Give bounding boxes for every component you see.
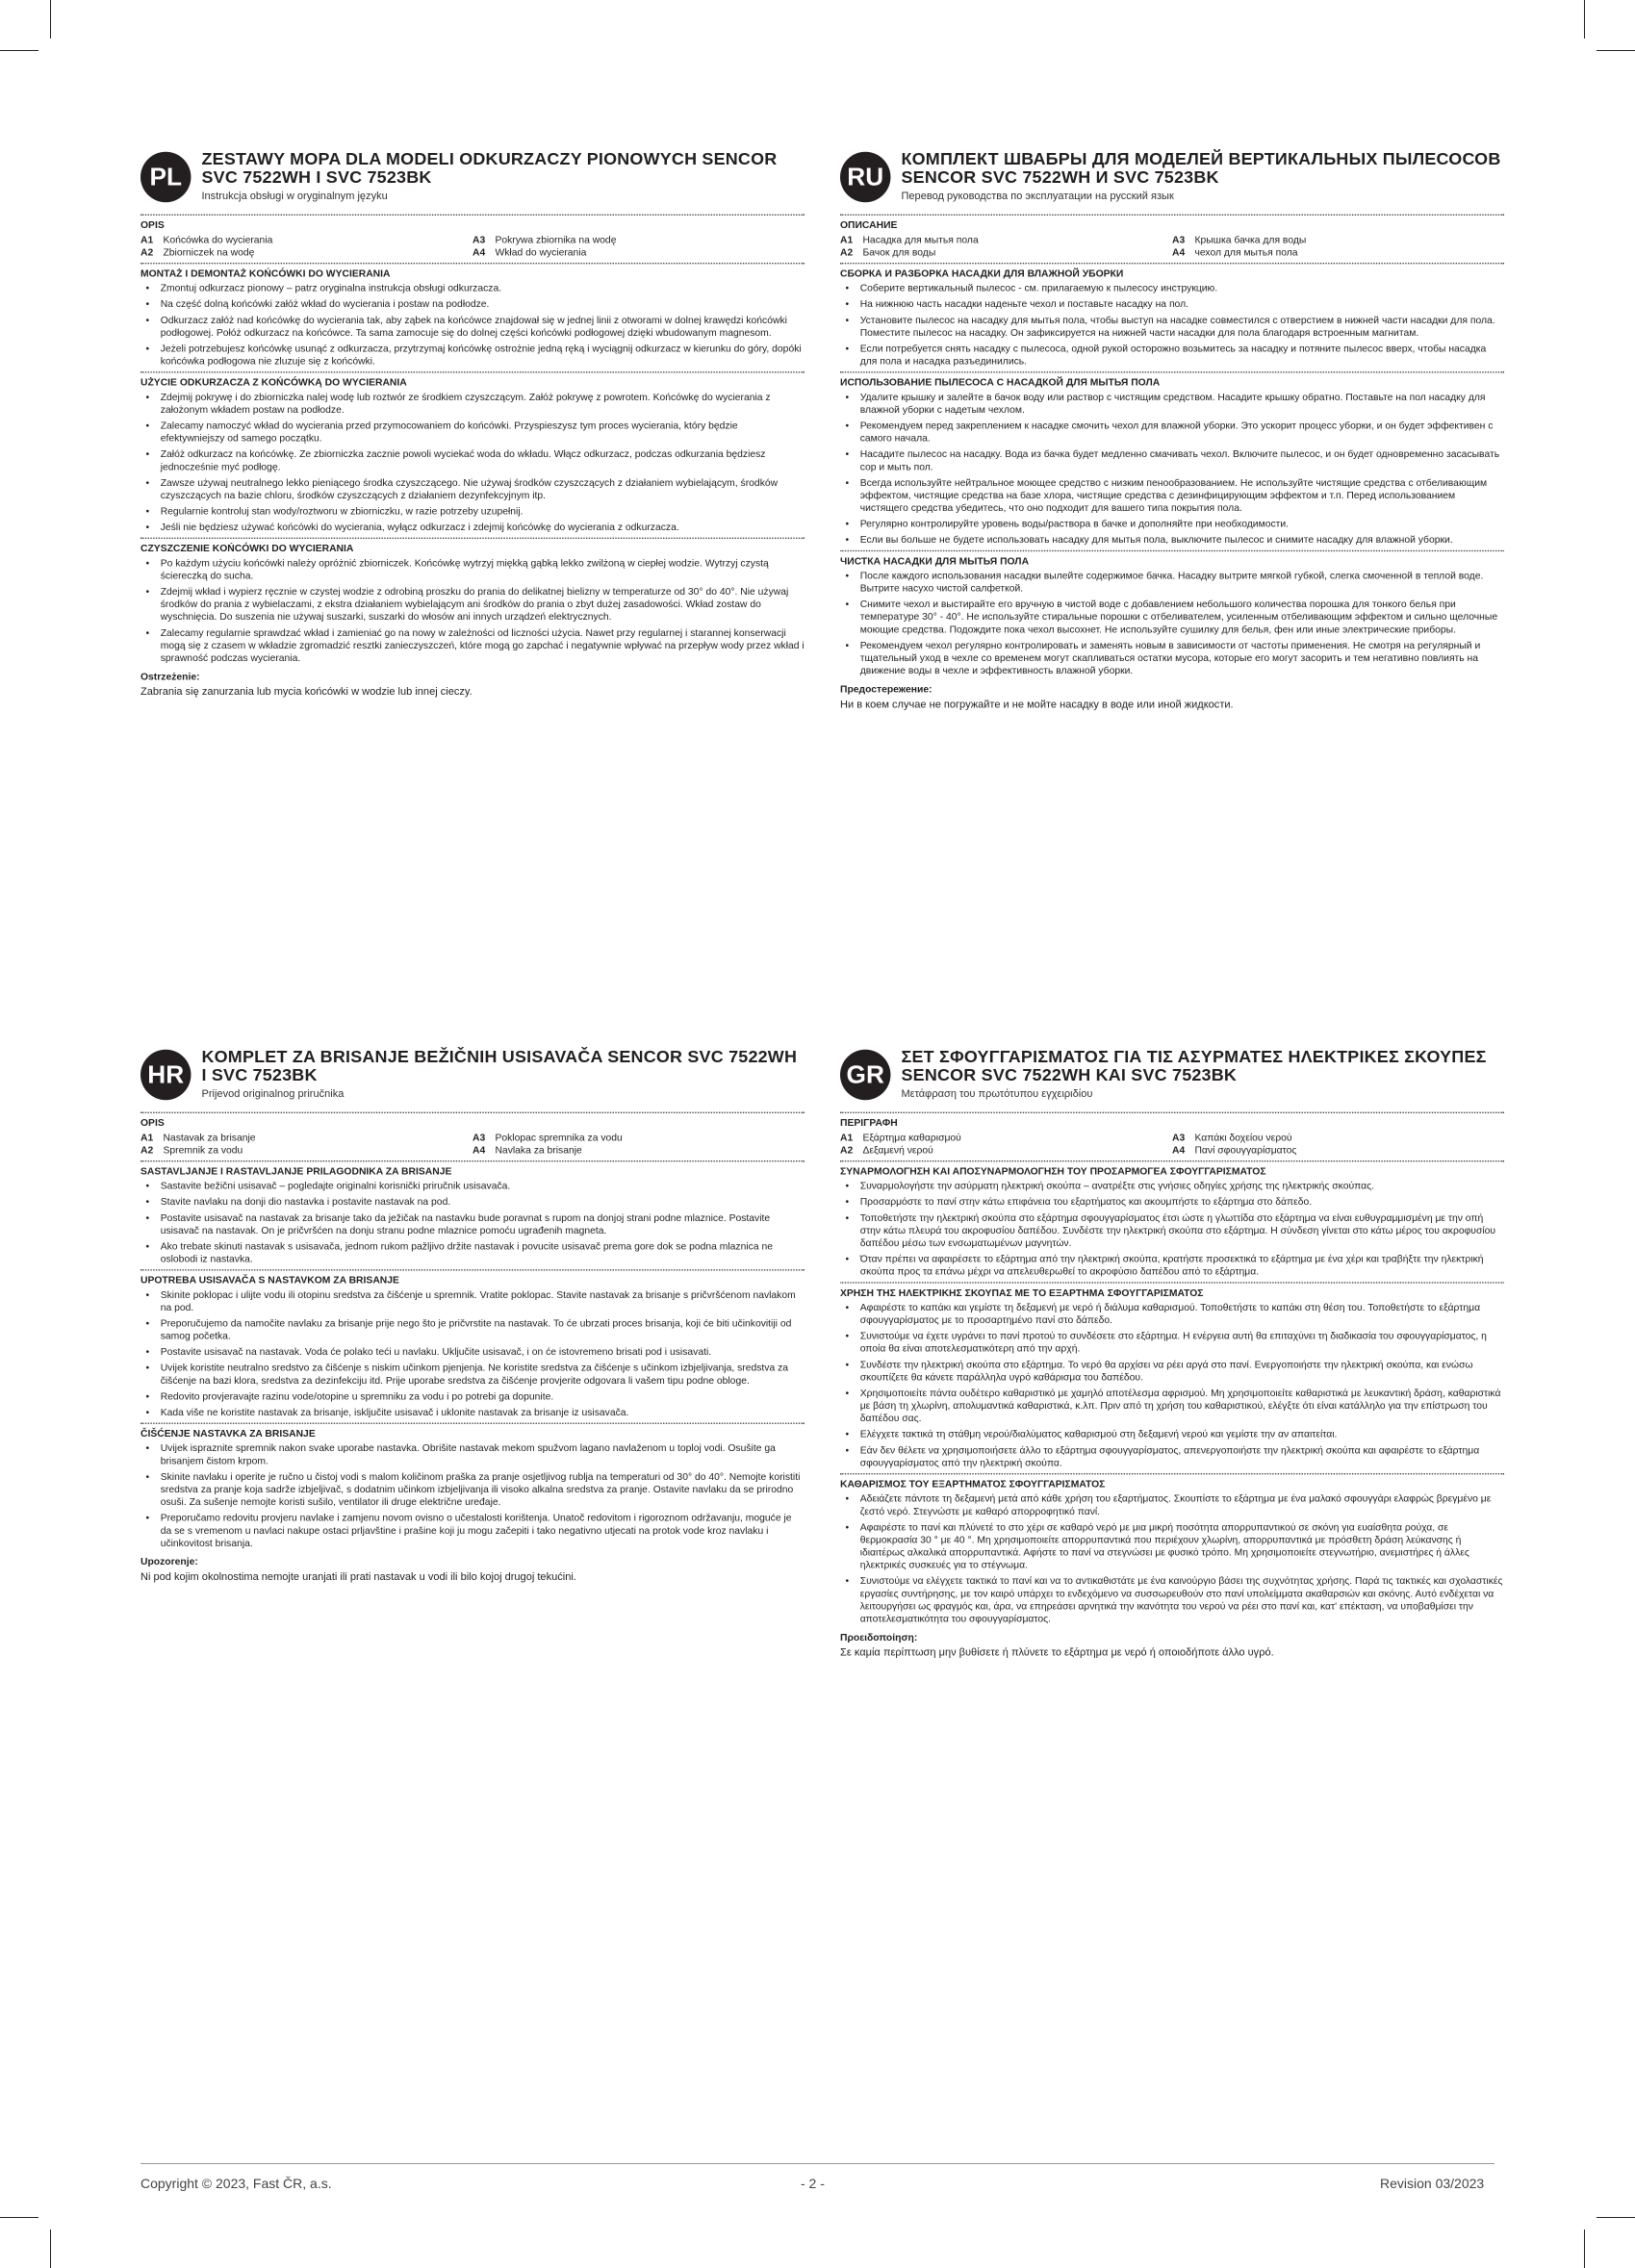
instruction-item: • Zalecamy regularnie sprawdzać wkład i zamieniać go na nowy w zależności od liczności użycia. Nawet przy regularnej i starannej konserwacji mogą się z czasem w wkładzie zgromadzić resztki zanieczyszczeń, które mogą go zapchać i negatywnie wpływać na przepływ wody przez wkład i sprawność podczas wycierania. — [141, 626, 805, 664]
part-label: Καπάκι δοχείου νερού — [1194, 1132, 1292, 1144]
part-item — [1172, 1144, 1504, 1157]
dotted-divider — [840, 1160, 1504, 1161]
warning-heading: Upozorenje: — [141, 1556, 198, 1567]
instruction-item: • Postavite usisavač na nastavak za brisanje tako da ježičak na nastavku bude poravnat s rupom na donjoj strani podne mlaznice. Postavite usisavač na nastavak. On je pričvršćen na donju stranu podne mlaznice pomoću ugrađenih magneta. — [141, 1211, 805, 1236]
crop-mark — [1584, 2230, 1585, 2268]
instruction-item: • Sastavite bežični usisavač – pogledajte originalni korisnički priručnik usisavača. — [141, 1180, 805, 1192]
description-heading: OPIS — [141, 219, 165, 231]
parts-list — [840, 1132, 1504, 1157]
part-label: Spremnik za vodu — [163, 1144, 243, 1157]
warning-text: Zabrania się zanurzania lub mycia końcówki w wodzie lub innej cieczy. — [141, 686, 473, 698]
warning-heading: Предостережение: — [840, 683, 932, 696]
instruction-item: • Zalecamy namoczyć wkład do wycierania przed przymocowaniem do końcówki. Przyspieszysz tym proces wycierania, który będzie efektywniejszy od samego początku. — [141, 420, 805, 445]
part-label: Poklopac spremnika za vodu — [495, 1132, 623, 1144]
description-heading: OPIS — [141, 1117, 165, 1129]
parts-list — [840, 234, 1504, 259]
part-item — [473, 1144, 805, 1157]
part-item — [1172, 1132, 1504, 1144]
instruction-item: • Рекомендуем чехол регулярно контролировать и заменять новым в зависимости от частоты применения. Не смотря на регулярный и тщательный уход в чехле со временем могут скапливаться остатки мусора, которые его могут засорить и тем негативно повлиять на движение воды в чехле и эффективность влажной уборки. — [840, 639, 1504, 676]
crop-mark — [50, 2230, 51, 2268]
part-code: A4 — [473, 1144, 486, 1157]
instruction-item: • Εάν δεν θέλετε να χρησιμοποιήσετε άλλο το εξάρτημα σφουγγαρίσματος, απενεργοποιήστε την ηλεκτρική σκούπα και αφαιρέστε το εξάρτημα σφουγγαρίσματος από την ηλεκτρική σκούπα. — [840, 1444, 1504, 1469]
section-header — [840, 149, 1504, 202]
part-code: A2 — [141, 246, 154, 259]
section-ru — [840, 149, 1504, 711]
instruction-list — [141, 282, 805, 368]
part-item — [473, 246, 805, 259]
subsection-heading: SASTAVLJANJE I RASTAVLJANJE PRILAGODNIKA ZA BRISANJE — [141, 1165, 452, 1178]
instruction-item: • Preporučujemo da namočite navlaku za brisanje prije nego što je pričvrstite na nastavak. To će ubrzati proces brisanja, koji će biti učinkovitiji od samog početka. — [141, 1317, 805, 1342]
crop-mark — [1597, 2217, 1635, 2218]
instruction-item: • Skinite navlaku i operite je ručno u čistoj vodi s malom količinom praška za pranje osjetljivog rublja na temperaturi od 30° do 40°. Nemojte koristiti sredstva za pranje koja sadrže izbjeljivač, s dodatnim učinkom izbjeljivanja ili visoko alkalna sredstva za pranje. Ostavite navlaku da se prirodno osuši. Za sušenje nemojte koristi sušilo, ventilator ili druge električne uređaje. — [141, 1470, 805, 1508]
instruction-item: • Zdejmij wkład i wypierz ręcznie w czystej wodzie z odrobiną proszku do prania do delikatnej bielizny w temperaturze od 30° do 40°. Nie używaj środków do prania z wybielaczami, z ekstra działaniem wybielającym ani środków do prania o zbyt dużej zasadowości. Wkład zostaw do wyschnięcia. Do suszenia nie używaj suszarki, suszarki do włosów ani innych urządzeń elektrycznych. — [141, 585, 805, 623]
instruction-item: • На нижнюю часть насадки наденьте чехол и поставьте насадку на пол. — [840, 298, 1504, 311]
warning-text: Ni pod kojim okolnostima nemojte uranjati ili prati nastavak u vodi ili bilo kojoj drugoj tekućini. — [141, 1571, 576, 1583]
part-label: Крышка бачка для воды — [1194, 234, 1307, 246]
part-item — [1172, 246, 1504, 259]
part-item — [840, 1144, 1172, 1157]
footer-copyright: Copyright © 2023, Fast ČR, a.s. — [141, 2176, 332, 2191]
instruction-item: • Χρησιμοποιείτε πάντα ουδέτερο καθαριστικό με χαμηλό αποτέλεσμα αφρισμού. Μη χρησιμοποιείτε καθαριστικά με λευκαντική δράση, καθαριστικά με βάση τη χλωρίνη, απολυμαντικά καθαριστικά, κ.λπ. Πριν από τη χρήση του καθαριστικού, ελέγξτε ότι είναι κατάλληλο για την επίστρωση του δαπέδου σας. — [840, 1387, 1504, 1424]
subsection-heading: ИСПОЛЬЗОВАНИЕ ПЫЛЕСОСА С НАСАДКОЙ ДЛЯ МЫТЬЯ ПОЛА — [840, 376, 1161, 389]
dotted-divider — [840, 215, 1504, 216]
part-code: A1 — [840, 234, 854, 246]
part-label: Navlaka za brisanje — [495, 1144, 582, 1157]
instruction-list — [840, 1180, 1504, 1278]
section-header — [840, 1047, 1504, 1100]
instruction-list — [840, 1301, 1504, 1469]
dotted-divider — [141, 371, 805, 372]
instruction-item: • Załóż odkurzacz na końcówkę. Ze zbiorniczka zacznie powoli wyciekać woda do wkładu. Włącz odkurzacz, podczas odkurzania będziesz jednocześnie myć podłogę. — [141, 448, 805, 473]
subsection-heading: СБОРКА И РАЗБОРКА НАСАДКИ ДЛЯ ВЛАЖНОЙ УБОРКИ — [840, 268, 1124, 280]
instruction-list — [840, 282, 1504, 368]
section-gr — [840, 1047, 1504, 1659]
instruction-item: • Αδειάζετε πάντοτε τη δεξαμενή μετά από κάθε χρήση του εξαρτήματος. Σκουπίστε το εξάρτημα με ένα μαλακό σφουγγάρι ελαφρώς βρεγμένο με ζεστό νερό. Στεγνώστε με καθαρό απορροφητικό πανί. — [840, 1492, 1504, 1517]
subsection-heading: UPOTREBA USISAVAČA S NASTAVKOM ZA BRISANJE — [141, 1274, 399, 1287]
part-code: A2 — [840, 1144, 854, 1157]
dotted-divider — [840, 550, 1504, 551]
part-code: A4 — [473, 246, 486, 259]
instruction-item: • Соберите вертикальный пылесос - см. прилагаемую к пылесосу инструкцию. — [840, 282, 1504, 294]
dotted-divider — [840, 1282, 1504, 1283]
parts-list — [141, 234, 805, 259]
instruction-item: • Всегда используйте нейтральное моющее средство с низким пенообразованием. Не используйте чистящие средства с отбеливающим эффектом, чистящие средства на базе хлора, чистящие средства с дезинфицирующим эффектом и т.п. Перед использованием чистящего средства убедитесь, что оно подходит для вашего типа покрытия пола. — [840, 476, 1504, 514]
instruction-item: • Zawsze używaj neutralnego lekko pieniącego środka czyszczącego. Nie używaj środków czyszczących z działaniem wybielającym, środków czyszczących na bazie chloru, środków czyszczących z działaniem dezynfekcyjnym itp. — [141, 476, 805, 501]
instruction-item: • Если потребуется снять насадку с пылесоса, одной рукой осторожно возьмитесь за насадку и потяните пылесос вверх, чтобы насадка для пола и насадка разъединились. — [840, 343, 1504, 368]
part-code: A2 — [141, 1144, 154, 1157]
instruction-item: • Установите пылесос на насадку для мытья пола, чтобы выступ на насадке совместился с отверстием в нижней части насадки для пола. Поместите пылесос на насадку. Он зафиксируется на нижней части насадки для пола благодаря встроенным магнитам. — [840, 314, 1504, 339]
instruction-list — [141, 557, 805, 665]
section-title: ΣΕΤ ΣΦΟΥΓΓΑΡΙΣΜΑΤΟΣ ΓΙΑ ΤΙΣ ΑΣΥΡΜΑΤΕΣ ΗΛΕΚΤΡΙΚΕΣ ΣΚΟΥΠΕΣ SENCOR SVC 7522WH ΚΑΙ SVC 7523BK — [901, 1046, 1487, 1085]
crop-mark — [1584, 0, 1585, 38]
instruction-item: • Προσαρμόστε το πανί στην κάτω επιφάνεια του εξαρτήματος και ακουμπήστε το εξάρτημα στο δάπεδο. — [840, 1196, 1504, 1209]
instruction-item: • Skinite poklopac i ulijte vodu ili otopinu sredstva za čišćenje u spremnik. Vratite poklopac. Stavite nastavak za brisanje s pričvršćenom navlakom na pod. — [141, 1288, 805, 1313]
part-code: A3 — [1172, 1132, 1186, 1144]
section-title: ZESTAWY MOPA DLA MODELI ODKURZACZY PIONOWYCH SENCOR SVC 7522WH I SVC 7523BK — [201, 148, 778, 188]
warning-text: Ни в коем случае не погружайте и не мойте насадку в воде или иной жидкости. — [840, 699, 1234, 711]
part-label: Zbiorniczek na wodę — [163, 246, 255, 259]
part-item — [141, 1144, 473, 1157]
dotted-divider — [840, 1112, 1504, 1113]
subsection-heading: MONTAŻ I DEMONTAŻ KOŃCÓWKI DO WYCIERANIA — [141, 268, 391, 280]
part-code: A3 — [1172, 234, 1186, 246]
part-code: A2 — [840, 246, 854, 259]
warning-text: Σε καμία περίπτωση μην βυθίσετε ή πλύνετε το εξάρτημα με νερό ή οποιοδήποτε άλλο υγρό. — [840, 1646, 1274, 1659]
part-item — [840, 234, 1172, 246]
instruction-item: • Uvijek ispraznite spremnik nakon svake uporabe nastavka. Obrišite nastavak mekom spužvom lagano navlaženom u toploj vodi. Osušite ga brisanjem čistom krpom. — [141, 1442, 805, 1467]
instruction-item: • Preporučamo redovitu provjeru navlake i zamjenu novom ovisno o učestalosti korištenja. Unatoč redovitom i rigoroznom održavanju, moguće je da se s vremenom u navlaci nakupe ostaci prljavštine i prašine koji ju mogu začepiti i tako negativno utjecati na protok vode kroz navlaku i učinkovitost brisanja. — [141, 1512, 805, 1549]
part-item — [141, 246, 473, 259]
instruction-item: • Αφαιρέστε το καπάκι και γεμίστε τη δεξαμενή με νερό ή διάλυμα καθαρισμού. Τοποθετήστε το καπάκι στη θέση του. Τοποθετήστε το εξάρτημα σφουγγαρίσματος με το προσαρτημένο πανί στο δάπεδο. — [840, 1301, 1504, 1326]
dotted-divider — [141, 1423, 805, 1424]
subsection-heading: ČIŠĆENJE NASTAVKA ZA BRISANJE — [141, 1428, 316, 1440]
section-subtitle: Prijevod originalnog priručnika — [201, 1087, 345, 1100]
section-header — [141, 1047, 805, 1100]
instruction-item: • Регулярно контролируйте уровень воды/раствора в бачке и дополняйте при необходимости. — [840, 518, 1504, 530]
instruction-item: • Zmontuj odkurzacz pionowy – patrz oryginalna instrukcja obsługi odkurzacza. — [141, 282, 805, 294]
instruction-item: • Uvijek koristite neutralno sredstvo za čišćenje s niskim učinkom pjenjenja. Ne koristite sredstva za čišćenje s učinkom izbjeljivanja, sredstva za čišćenje na bazi klora, sredstva za dezinfekciju itd. Prije uporabe sredstva za čišćenje provjerite odgovara li vašem tipu podne obloge. — [141, 1362, 805, 1387]
instruction-item: • Jeśli nie będziesz używać końcówki do wycierania, wyłącz odkurzacz i zdejmij końcówkę do wycierania z odkurzacza. — [141, 521, 805, 533]
section-hr — [141, 1047, 805, 1584]
description-heading: ОПИСАНИЕ — [840, 219, 898, 231]
instruction-item: • Рекомендуем перед закреплением к насадке смочить чехол для влажной уборки. Это ускорит процесс уборки, и он будет эффективен с самого начала. — [840, 420, 1504, 445]
instruction-item: • Удалите крышку и залейте в бачок воду или раствор с чистящим средством. Насадите крышку обратно. Поставьте на пол насадку для влажной уборки с надетым чехлом. — [840, 391, 1504, 416]
crop-mark — [50, 0, 51, 38]
part-item — [473, 1132, 805, 1144]
instruction-item: • Ελέγχετε τακτικά τη στάθμη νερού/διαλύματος καθαρισμού στη δεξαμενή νερού και γεμίστε την αν απαιτείται. — [840, 1428, 1504, 1440]
instruction-item: • Jeżeli potrzebujesz końcówkę usunąć z odkurzacza, przytrzymaj końcówkę ostrożnie jedną ręką i wyciągnij odkurzacz w kierunku do góry, dopóki końcówka podłogowa nie zluzuje się z końcówki. — [141, 343, 805, 368]
subsection-heading: UŻYCIE ODKURZACZA Z KOŃCÓWKĄ DO WYCIERANIA — [141, 376, 407, 389]
part-label: Nastavak za brisanje — [163, 1132, 256, 1144]
instruction-item: • Regularnie kontroluj stan wody/roztworu w zbiorniczku, w razie potrzeby uzupełnij. — [141, 505, 805, 518]
section-title: KOMPLET ZA BRISANJE BEŽIČNIH USISAVAČA SENCOR SVC 7522WH I SVC 7523BK — [201, 1046, 798, 1085]
instruction-list — [840, 570, 1504, 677]
instruction-item: • Odkurzacz załóż nad końcówkę do wycierania tak, aby ząbek na końcówce znajdował się w jednej linii z otworami w dolnej krawędzi końcówki podłogowej. Połóż odkurzacz na końcówce. Ta sama zamocuje się do dolnej części końcówki podłogowej dzięki wbudowanym magnesom. — [141, 314, 805, 339]
subsection-heading: ЧИСТКА НАСАДКИ ДЛЯ МЫТЬЯ ПОЛА — [840, 555, 1030, 568]
instruction-item: • Ako trebate skinuti nastavak s usisavača, jednom rukom pažljivo držite nastavak i povucite usisavač prema gore dok se podna mlaznica ne oslobodi iz nastavka. — [141, 1240, 805, 1265]
instruction-item: • Συνδέστε την ηλεκτρική σκούπα στο εξάρτημα. Το νερό θα αρχίσει να ρέει αργά στο πανί. Ενεργοποιήστε την ηλεκτρική σκούπα, και ενώσω σκουπίζετε θα κάνετε παράλληλα υγρό καθάρισμα του δαπέδου. — [840, 1359, 1504, 1384]
part-item — [840, 246, 1172, 259]
section-header — [141, 149, 805, 202]
instruction-item: • Redovito provjeravajte razinu vode/otopine u spremniku za vodu i po potrebi ga dopunite. — [141, 1390, 805, 1403]
section-subtitle: Перевод руководства по эксплуатации на русский язык — [901, 190, 1174, 202]
instruction-item: • Τοποθετήστε την ηλεκτρική σκούπα στο εξάρτημα σφουγγαρίσματος έτσι ώστε η γλωττίδα στο εξάρτημα να είναι ευθυγραμμισμένη με την οπή στην κάτω πλευρά του ακροφυσίου δαπέδου. Συνδέστε την ηλεκτρική σκούπα στο εξάρτημα. Η σύνδεση γίνεται στο κάτω μέρος του ακροφυσίου δαπέδου μέσω των ενσωματωμένων μαγνητών. — [840, 1211, 1504, 1249]
instruction-item: • Po każdym użyciu końcówki należy opróżnić zbiorniczek. Końcówkę wytrzyj miękką gąbką lekko zwilżoną w ciepłej wodzie. Wytrzyj czystą ściereczką do sucha. — [141, 557, 805, 582]
dotted-divider — [141, 1269, 805, 1270]
part-code: A1 — [840, 1132, 854, 1144]
dotted-divider — [141, 1112, 805, 1113]
part-item — [840, 1132, 1172, 1144]
instruction-list — [141, 1442, 805, 1550]
instruction-item: • Συναρμολογήστε την ασύρματη ηλεκτρική σκούπα – ανατρέξτε στις γνήσιες οδηγίες χρήσης της ηλεκτρικής σκούπας. — [840, 1180, 1504, 1192]
footer-revision: Revision 03/2023 — [1380, 2176, 1485, 2191]
subsection-heading: ΧΡΗΣΗ ΤΗΣ ΗΛΕΚΤΡΙΚΗΣ ΣΚΟΥΠΑΣ ΜΕ ΤΟ ΕΞΑΡΤΗΜΑ ΣΦΟΥΓΓΑΡΙΣΜΑΤΟΣ — [840, 1287, 1204, 1299]
instruction-item: • Συνιστούμε να ελέγχετε τακτικά το πανί και να το αντικαθιστάτε με ένα καινούργιο βάσει της συχνότητας χρήσης. Παρά τις τακτικές και σχολαστικές εργασίες συντήρησης, με τον καιρό υπάρχει το ενδεχόμενο να συσσωρευθούν στο πανί υπολείμματα ακαθαρσιών και σκόνης. Αυτό ενδέχεται να λειτουργήσει ως φραγμός και, άρα, να επηρεάσει αρνητικά την ικανότητα του νερού να ρέει στο πανί και, κατ' επέκταση, να υποβαθμίσει την αποτελεσματικότητα του σφουγγαρίσματος. — [840, 1575, 1504, 1625]
instruction-item: • Kada više ne koristite nastavak za brisanje, isključite usisavač i uklonite nastavak za brisanje iz usisavača. — [141, 1406, 805, 1418]
section-title: КОМПЛЕКТ ШВАБРЫ ДЛЯ МОДЕЛЕЙ ВЕРТИКАЛЬНЫХ ПЫЛЕСОСОВ SENCOR SVC 7522WH И SVC 7523BK — [901, 148, 1501, 188]
language-badge: GR — [840, 1050, 890, 1100]
crop-mark — [0, 2217, 38, 2218]
instruction-item: • Если вы больше не будете использовать насадку для мытья пола, выключите пылесос и снимите насадку для влажной уборки. — [840, 534, 1504, 547]
instruction-list — [141, 1180, 805, 1265]
subsection-heading: CZYSZCZENIE KOŃCÓWKI DO WYCIERANIA — [141, 543, 354, 554]
instruction-list — [840, 1492, 1504, 1625]
part-item — [1172, 234, 1504, 246]
section-subtitle: Instrukcja obsługi w oryginalnym języku — [201, 190, 388, 202]
part-label: Wkład do wycierania — [495, 246, 587, 259]
part-code: A1 — [141, 1132, 154, 1144]
instruction-item: • Снимите чехол и выстирайте его вручную в чистой воде с добавлением небольшого количества порошка для тонкого белья при температуре 30° - 40°. Не используйте стиральные порошки с отбеливателем, усиленным отбеливающим эффектом и сильно щелочные моющие средства. Подождите пока чехол высохнет. Не используйте сушилку для белья, фен или иные электрические приборы. — [840, 598, 1504, 635]
footer-page-number: - 2 - — [801, 2176, 825, 2191]
dotted-divider — [141, 215, 805, 216]
parts-list — [141, 1132, 805, 1157]
dotted-divider — [840, 263, 1504, 264]
instruction-item: • Όταν πρέπει να αφαιρέσετε το εξάρτημα από την ηλεκτρική σκούπα, κρατήστε προσεκτικά το εξάρτημα με ένα χέρι και τραβήξτε την ηλεκτρική σκούπα προς τα επάνω μέχρι να απελευθερωθεί το ακροφύσιο δαπέδου από το εξάρτημα. — [840, 1253, 1504, 1278]
crop-mark — [0, 50, 38, 51]
part-label: Насадка для мытья пола — [862, 234, 979, 246]
part-label: Δεξαμενή νερού — [862, 1144, 933, 1157]
part-label: Końcówka do wycierania — [163, 234, 273, 246]
part-label: Πανί σφουγγαρίσματος — [1194, 1144, 1297, 1157]
warning-heading: Ostrzeżenie: — [141, 671, 200, 683]
instruction-item: • Stavite navlaku na donji dio nastavka i postavite nastavak na pod. — [141, 1196, 805, 1209]
part-code: A1 — [141, 234, 154, 246]
crop-mark — [1597, 50, 1635, 51]
instruction-item: • Postavite usisavač na nastavak. Voda će polako teći u navlaku. Uključite usisavač, i on će istovremeno brisati pod i usisavati. — [141, 1346, 805, 1359]
instruction-item: • Συνιστούμε να έχετε υγράνει το πανί προτού το συνδέσετε στο εξάρτημα. Η ενέργεια αυτή θα επιταχύνει τη διαδικασία του σφουγγαρίσματος, η οποία θα είναι αποτελεσματικότερη από την αρχή. — [840, 1330, 1504, 1355]
part-code: A4 — [1172, 246, 1186, 259]
part-label: чехол для мытья пола — [1194, 246, 1298, 259]
section-subtitle: Μετάφραση του πρωτότυπου εγχειριδίου — [901, 1087, 1093, 1100]
language-badge: HR — [141, 1050, 191, 1100]
part-label: Pokrywa zbiornika na wodę — [495, 234, 617, 246]
instruction-list — [840, 391, 1504, 546]
instruction-list — [141, 1288, 805, 1418]
instruction-item: • Насадите пылесос на насадку. Вода из бачка будет медленно смачивать чехол. Включите пылесос, и он будет одновременно засасывать сор и мыть пол. — [840, 448, 1504, 473]
subsection-heading: ΣΥΝΑΡΜΟΛΟΓΗΣΗ ΚΑΙ ΑΠΟΣΥΝΑΡΜΟΛΟΓΗΣΗ ΤΟΥ ΠΡΟΣΑΡΜΟΓΕΑ ΣΦΟΥΓΓΑΡΙΣΜΑΤΟΣ — [840, 1165, 1266, 1178]
subsection-heading: ΚΑΘΑΡΙΣΜΟΣ ΤΟΥ ΕΞΑΡΤΗΜΑΤΟΣ ΣΦΟΥΓΓΑΡΙΣΜΑΤΟΣ — [840, 1478, 1106, 1491]
part-item — [141, 1132, 473, 1144]
instruction-item: • Na część dolną końcówki załóż wkład do wycierania i postaw na podłodze. — [141, 298, 805, 311]
instruction-list — [141, 391, 805, 533]
part-label: Εξάρτημα καθαρισμού — [862, 1132, 961, 1144]
dotted-divider — [141, 538, 805, 539]
dotted-divider — [840, 1473, 1504, 1474]
part-code: A3 — [473, 1132, 486, 1144]
part-code: A4 — [1172, 1144, 1186, 1157]
description-heading: ΠΕΡΙΓΡΑΦΗ — [840, 1117, 898, 1129]
footer-divider — [141, 2163, 1494, 2164]
dotted-divider — [840, 371, 1504, 372]
instruction-item: • Zdejmij pokrywę i do zbiorniczka nalej wodę lub roztwór ze środkiem czyszczącym. Załóż pokrywę z powrotem. Końcówkę do wycierania z założonym wkładem postaw na podłodze. — [141, 391, 805, 416]
dotted-divider — [141, 1160, 805, 1161]
part-item — [473, 234, 805, 246]
dotted-divider — [141, 263, 805, 264]
warning-heading: Προειδοποίηση: — [840, 1631, 918, 1644]
language-badge: RU — [840, 152, 890, 202]
part-label: Бачок для воды — [862, 246, 936, 259]
part-code: A3 — [473, 234, 486, 246]
instruction-item: • Αφαιρέστε το πανί και πλύνετέ το στο χέρι σε καθαρό νερό με μια μικρή ποσότητα απορρυπαντικού σε σκόνη για ευαίσθητα ρούχα, σε θερμοκρασία 30 ° με 40 °. Μη χρησιμοποιείτε απορρυπαντικά που περιέχουν χλωρίνη, απορρυπαντικά με πρόσθετη δράση λεύκανσης ή ιδιαιτέρως αλκαλικά απορρυπαντικά. Αφήστε το πανί να στεγνώσει με φυσικό τρόπο. Μη χρησιμοποιείτε στεγνωτήριο, ανεμιστήρες ή άλλες ηλεκτρικές συσκευές για το στέγνωμα. — [840, 1521, 1504, 1571]
part-item — [141, 234, 473, 246]
section-pl — [141, 149, 805, 699]
language-badge: PL — [141, 152, 191, 202]
instruction-item: • После каждого использования насадки вылейте содержимое бачка. Насадку вытрите мягкой губкой, слегка смоченной в теплой воде. Вытрите насухо чистой салфеткой. — [840, 570, 1504, 595]
